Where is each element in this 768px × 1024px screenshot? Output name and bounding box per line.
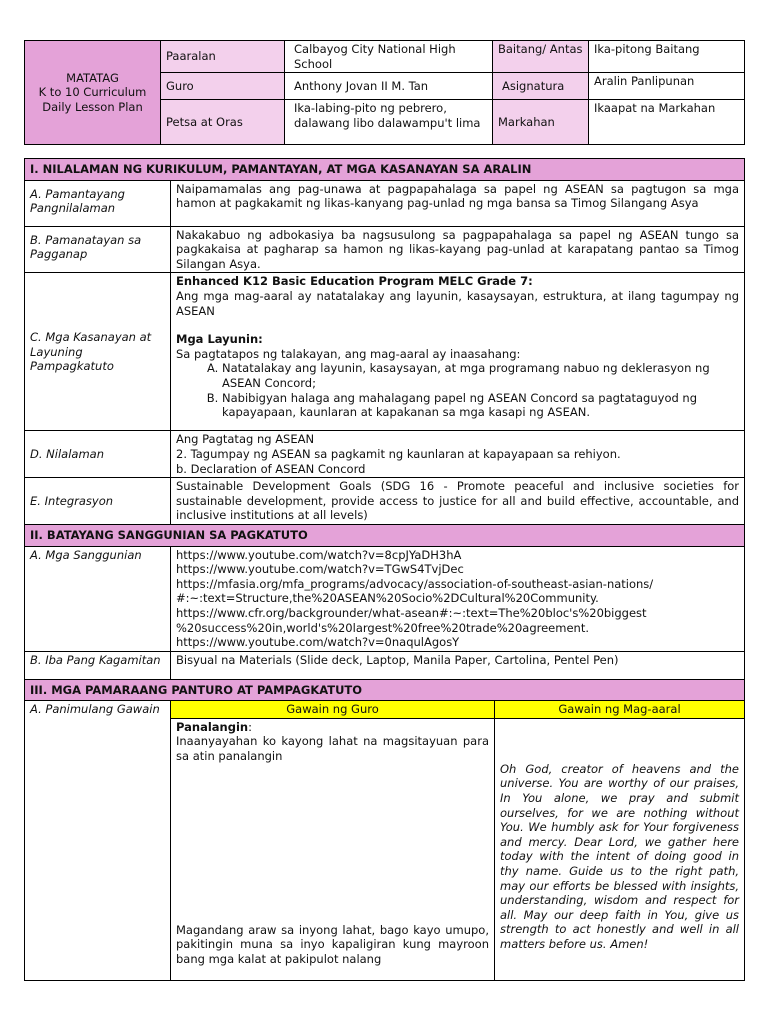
plan-title: MATATAG K to 10 Curriculum Daily Lesson Plan (25, 41, 161, 145)
layunin-item: B. Nabibigyan halaga ang mahalagang papel ng ASEAN Concord sa pagtataguyod ng kapayapaan, kaunlaran at kapakanan sa mga kasapi ng ASEAN. (222, 391, 739, 420)
iba-pang-kagamitan-text: Bisyual na Materials (Slide deck, Laptop, Manila Paper, Cartolina, Pentel Pen) (171, 651, 745, 679)
pamantayang-pangnilalaman-label: A. Pamantayang Pangnilalaman (25, 180, 171, 226)
markahan-value: Ikaapat na Markahan (589, 100, 745, 145)
section1-title: I. NILALAMAN NG KURIKULUM, PAMANTAYAN, AT MGA KASANAYAN SA ARALIN (25, 159, 745, 181)
reference-link[interactable]: https://mfasia.org/mfa_programs/advocacy/association-of-southeast-asian-nations/ (176, 576, 654, 591)
kasanayan-label: C. Mga Kasanayan at Layuning Pampagkatuto (25, 273, 171, 431)
sanggunian-label: A. Mga Sanggunian (25, 546, 171, 651)
iba-pang-kagamitan-label: B. Iba Pang Kagamitan (25, 651, 171, 679)
pamantayang-pangnilalaman-text: Naipamamalas ang pag-unawa at pagpapahalaga sa papel ng ASEAN sa pagtugon sa mga hamon at pagkakamit ng likas-kanyang pag-unlad ng mga bansa sa Timog Silangang Asya (171, 180, 745, 226)
layunin-list (176, 361, 739, 419)
integrasyon-text: Sustainable Development Goals (SDG 16 - Promote peaceful and inclusive societies for sustainable development, provide access to justice for all and build effective, accountable, and inclusive institutions at all levels) (171, 478, 745, 525)
gawain-ng-guro-header: Gawain ng Guro (171, 701, 495, 719)
panalangin-heading: Panalangin: (176, 719, 252, 734)
layunin-item: A. Natatalakay ang layunin, kasaysayan, at mga programang nabuo ng deklerasyon ng ASEAN Concord; (222, 361, 739, 390)
reference-link[interactable]: #:~:text=Structure,the%20ASEAN%20Socio%2DCultural%20Community. (176, 591, 599, 606)
reference-link[interactable]: https://www.cfr.org/backgrounder/what-asean#:~:text=The%20bloc's%20biggest (176, 605, 647, 620)
pamantayan-sa-pagganap-label: B. Pamanatayan sa Pagganap (25, 226, 171, 273)
gawain-ng-mag-aaral-header: Gawain ng Mag-aaral (495, 701, 745, 719)
asignatura-label: Asignatura (493, 73, 589, 100)
petsa-label: Petsa at Oras (161, 100, 285, 145)
markahan-label: Markahan (493, 100, 589, 145)
nilalaman-line: b. Declaration of ASEAN Concord (176, 461, 366, 476)
nilalaman-label: D. Nilalaman (25, 431, 171, 478)
student-activity (495, 718, 745, 980)
reference-link[interactable]: https://www.youtube.com/watch?v=8cpJYaDH3hA (176, 547, 462, 562)
layunin-heading: Mga Layunin: (176, 332, 263, 347)
student-prayer: Oh God, creator of heavens and the universe. You are worthy of our praises, In You alone, we pray and submit ourselves, for we are nothing without You. We humbly ask for Your forgiveness and mercy. Dear Lord, we gather here today with the intent of doing good in thy name. Guide us to the right path, may our efforts be blessed with insights, understanding, wisdom and respect for all. May our deep faith in You, give us strength to act honestly and well in all matters before us. Amen! (500, 761, 740, 951)
reference-link[interactable]: %20success%20in,world's%20largest%20free%20trade%20agreement. (176, 620, 589, 635)
nilalaman-line: Ang Pagtatag ng ASEAN (176, 432, 315, 447)
asignatura-value: Aralin Panlipunan (589, 73, 745, 100)
teacher-activity (171, 718, 495, 980)
baitang-label: Baitang/ Antas (493, 41, 589, 73)
integrasyon-label: E. Integrasyon (25, 478, 171, 525)
kasanayan-content (171, 273, 745, 431)
guro-value: Anthony Jovan II M. Tan (285, 73, 493, 100)
nilalaman-line: 2. Tagumpay ng ASEAN sa pagkamit ng kaunlaran at kapayapaan sa rehiyon. (176, 446, 621, 461)
baitang-value: Ika-pitong Baitang (589, 41, 745, 73)
nilalaman-content (171, 431, 745, 478)
melc-heading: Enhanced K12 Basic Education Program MELC Grade 7: (176, 274, 533, 289)
section3-title: III. MGA PAMARAANG PANTURO AT PAMPAGKATUTO (25, 679, 745, 701)
pamantayan-sa-pagganap-text: Nakakabuo ng adbokasiya ba nagsusulong sa pagpapahalaga sa papel ng ASEAN tungo sa pagkakaisa at pagharap sa hamon ng likas-kayang pag-unlad at karapatang pantao sa Timog Silangan Asya. (171, 226, 745, 273)
sanggunian-content (171, 546, 745, 651)
paaralan-label: Paaralan (161, 41, 285, 73)
panimulang-gawain-label: A. Panimulang Gawain (25, 701, 171, 981)
guro-label: Guro (161, 73, 285, 100)
teacher-text-prayer: Inaanyayahan ko kayong lahat na magsitayuan para sa atin panalangin (176, 734, 489, 764)
petsa-value: Ika-labing-pito ng pebrero, dalawang libo dalawampu't lima (285, 100, 493, 145)
paaralan-value: Calbayog City National High School (285, 41, 493, 73)
teacher-text-greeting: Magandang araw sa inyong lahat, bago kayo umupo, pakitingin muna sa inyo kapaligiran kung mayroon bang mga kalat at pakipulot nalang (176, 922, 489, 967)
layunin-intro: Sa pagtatapos ng talakayan, ang mag-aaral ay inaasahang: (176, 346, 521, 361)
section2-title: II. BATAYANG SANGGUNIAN SA PAGKATUTO (25, 524, 745, 546)
reference-link[interactable]: https://www.youtube.com/watch?v=TGwS4TvjDec (176, 562, 464, 577)
melc-text: Ang mga mag-aaral ay natatalakay ang layunin, kasaysayan, estruktura, at ilang tagumpay ng ASEAN (176, 288, 740, 318)
header-table (24, 40, 745, 145)
lesson-plan-table (24, 158, 745, 981)
reference-link[interactable]: https://www.youtube.com/watch?v=0naqulAgosY (176, 635, 460, 650)
